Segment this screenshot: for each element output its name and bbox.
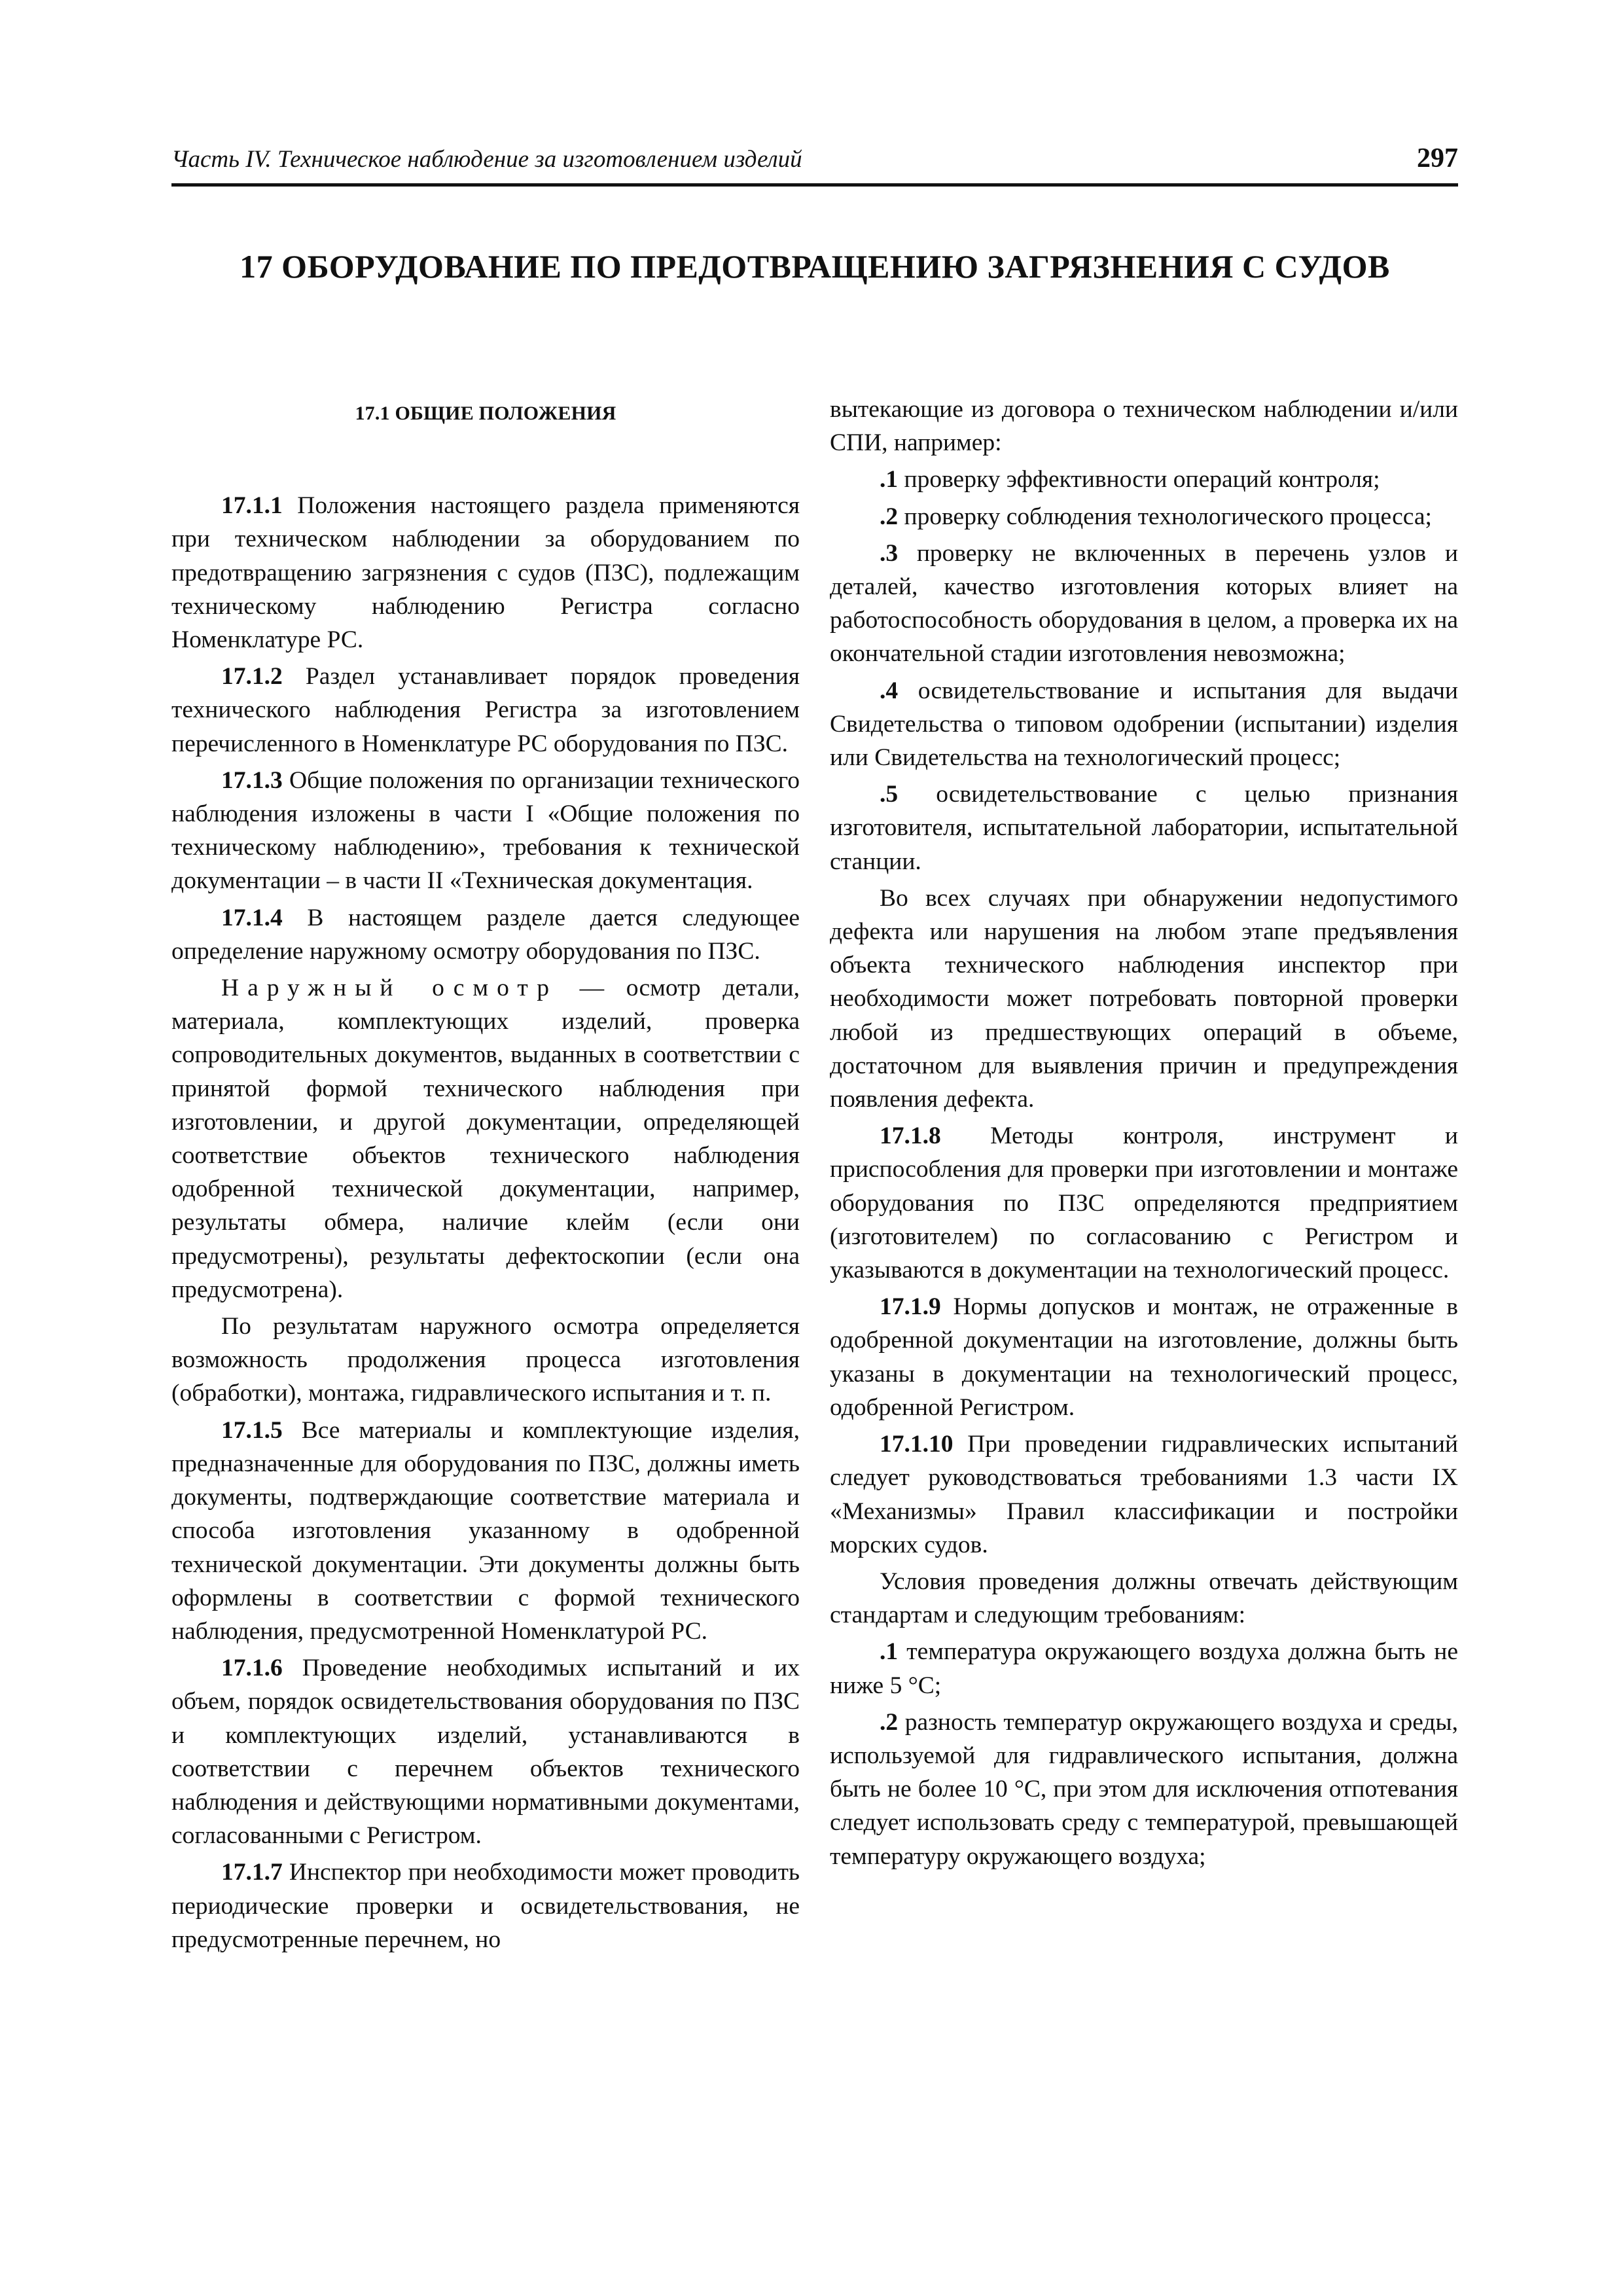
paragraph-continuation: [830, 393, 1458, 459]
section-heading: 17.1 ОБЩИЕ ПОЛОЖЕНИЯ: [355, 403, 616, 424]
chapter-title: 17 ОБОРУДОВАНИЕ ПО ПРЕДОТВРАЩЕНИЮ ЗАГРЯЗНЕНИЯ С СУДОВ: [240, 248, 1390, 285]
clause-number: 17.1.7: [221, 1859, 283, 1886]
clause-text: Проведение необходимых испытаний и их объем, порядок освидетельствования оборудования по ПЗС и комплектующих изделий, устанавливаются в соответствии с перечнем объектов технического наблюдения и действующими нормативными документами, согласованными с Регистром.: [171, 1655, 800, 1850]
clause-text: Положения настоящего раздела применяются при техническом наблюдении за оборудованием по предотвращению загрязнения с судов (ПЗС), подлежащим техническому наблюдению Регистра согласно Номенклатуре РС.: [171, 492, 800, 654]
item-text: проверку не включенных в перечень узлов и деталей, качество изготовления которых влияет на работоспособность оборудования в целом, а проверка их на окончательной стадии изготовления невозможна;: [830, 539, 1458, 668]
paragraph-text: По результатам наружного осмотра определяется возможность продолжения процесса изготовления (обработки), монтажа, гидравлического испытания и т. п.: [171, 1313, 800, 1407]
item-number: .3: [880, 539, 899, 567]
list-item-3: [830, 537, 1458, 671]
paragraph-17-1-3: [171, 764, 800, 898]
definition-text: — осмотр детали, материала, комплектующих изделий, проверка сопроводительных документов, выданных в соответствии с принятой формой технического наблюдения при изготовлении, и другой документации, определяющей соответствие объектов технического наблюдения одобренной технической документации, например, результаты обмера, наличие клейм (если они предусмотрены), результаты дефектоскопии (если она предусмотрена).: [171, 975, 800, 1303]
paragraph-17-1-1: [171, 489, 800, 656]
paragraph-17-1-6: [171, 1651, 800, 1852]
paragraph-17-1-9: [830, 1290, 1458, 1424]
item-text: освидетельствование с целью признания изготовителя, испытательной лаборатории, испытательной станции.: [830, 781, 1458, 875]
item-text: освидетельствование и испытания для выдачи Свидетельства о типовом одобрении (испытании) изделия или Свидетельства на технологический процесс;: [830, 677, 1458, 772]
paragraph-17-1-4: [171, 901, 800, 968]
clause-text: При проведении гидравлических испытаний следует руководствоваться требованиями 1.3 части IX «Механизмы» Правил классификации и постройки морских судов.: [830, 1431, 1458, 1558]
running-header: [171, 143, 1458, 187]
clause-number: 17.1.3: [221, 766, 283, 794]
clause-text: Инспектор при необходимости может проводить периодические проверки и освидетельствования, не предусмотренные перечнем, но: [171, 1859, 800, 1953]
clause-number: 17.1.10: [880, 1431, 954, 1458]
item-number: .5: [880, 781, 899, 808]
page-number: 297: [1417, 143, 1458, 173]
paragraph-definition: [171, 971, 800, 1306]
condition-item-2: [830, 1706, 1458, 1873]
condition-item-1: [830, 1635, 1458, 1702]
clause-text: Общие положения по организации технического наблюдения изложены в части I «Общие положения по техническому наблюдению», требования к технической документации – в части II «Техническая документация.: [171, 766, 800, 895]
clause-text: Методы контроля, инструмент и приспособления для проверки при изготовлении и монтаже оборудования по ПЗС определяются предприятием (изготовителем) по согласованию с Регистром и указываются в документации на технологический процесс.: [830, 1122, 1458, 1284]
clause-number: 17.1.4: [221, 904, 283, 931]
running-title: Часть IV. Техническое наблюдение за изготовлением изделий: [171, 146, 802, 173]
left-column: [171, 393, 800, 1960]
paragraph-inspection-result: [171, 1310, 800, 1410]
defined-term: Наружный осмотр: [221, 975, 558, 1002]
item-number: .1: [880, 466, 899, 493]
paragraph-text: Условия проведения должны отвечать действующим стандартам и следующим требованиям:: [830, 1568, 1458, 1629]
clause-number: 17.1.5: [221, 1416, 283, 1444]
paragraph-defect: [830, 882, 1458, 1116]
item-text: температура окружающего воздуха должна быть не ниже 5 °С;: [830, 1638, 1458, 1699]
list-item-2: [830, 500, 1458, 533]
list-item-1: [830, 463, 1458, 496]
item-number: .1: [880, 1638, 899, 1666]
clause-number: 17.1.9: [880, 1293, 941, 1321]
clause-number: 17.1.2: [221, 663, 283, 691]
item-text: разность температур окружающего воздуха и среды, используемой для гидравлического испытания, должна быть не более 10 °С, при этом для исключения отпотевания следует использовать среду с температурой, превышающей температуру окружающего воздуха;: [830, 1708, 1458, 1870]
list-item-4: [830, 674, 1458, 775]
paragraph-17-1-2: [171, 660, 800, 761]
right-column: [830, 393, 1458, 1876]
clause-text: Все материалы и комплектующие изделия, предназначенные для оборудования по ПЗС, должны иметь документы, подтверждающие соответствие материала и способа изготовления указанному в одобренной технической документации. Эти документы должны быть оформлены в соответствии с формой технического наблюдения, предусмотренной Номенклатурой РС.: [171, 1416, 800, 1645]
list-item-5: [830, 778, 1458, 878]
paragraph-17-1-5: [171, 1414, 800, 1648]
clause-number: 17.1.8: [880, 1122, 941, 1150]
item-text: проверку соблюдения технологического процесса;: [898, 503, 1432, 530]
paragraph-17-1-10: [830, 1427, 1458, 1562]
paragraph-17-1-8: [830, 1119, 1458, 1287]
clause-text: Раздел устанавливает порядок проведения технического наблюдения Регистра за изготовлением перечисленного в Номенклатуре РС оборудования по ПЗС.: [171, 663, 800, 757]
paragraph-conditions: [830, 1565, 1458, 1632]
paragraph-text: Во всех случаях при обнаружении недопустимого дефекта или нарушения на любом этапе предъявления объекта технического наблюдения инспектор при необходимости может потребовать повторной проверки любой из предшествующих операций в объеме, достаточном для выявления причин и предупреждения появления дефекта.: [830, 884, 1458, 1113]
clause-number: 17.1.6: [221, 1655, 283, 1682]
item-number: .4: [880, 677, 899, 704]
clause-text: Нормы допусков и монтаж, не отраженные в одобренной документации на изготовление, должны быть указаны в документации на технологический процесс, одобренной Регистром.: [830, 1293, 1458, 1421]
paragraph-17-1-7: [171, 1856, 800, 1956]
clause-number: 17.1.1: [221, 492, 283, 520]
clause-text: В настоящем разделе дается следующее определение наружному осмотру оборудования по ПЗС.: [171, 904, 800, 965]
paragraph-text: вытекающие из договора о техническом наблюдении и/или СПИ, например:: [830, 396, 1458, 457]
item-number: .2: [880, 1708, 899, 1736]
item-number: .2: [880, 503, 899, 530]
item-text: проверку эффективности операций контроля;: [898, 466, 1380, 493]
